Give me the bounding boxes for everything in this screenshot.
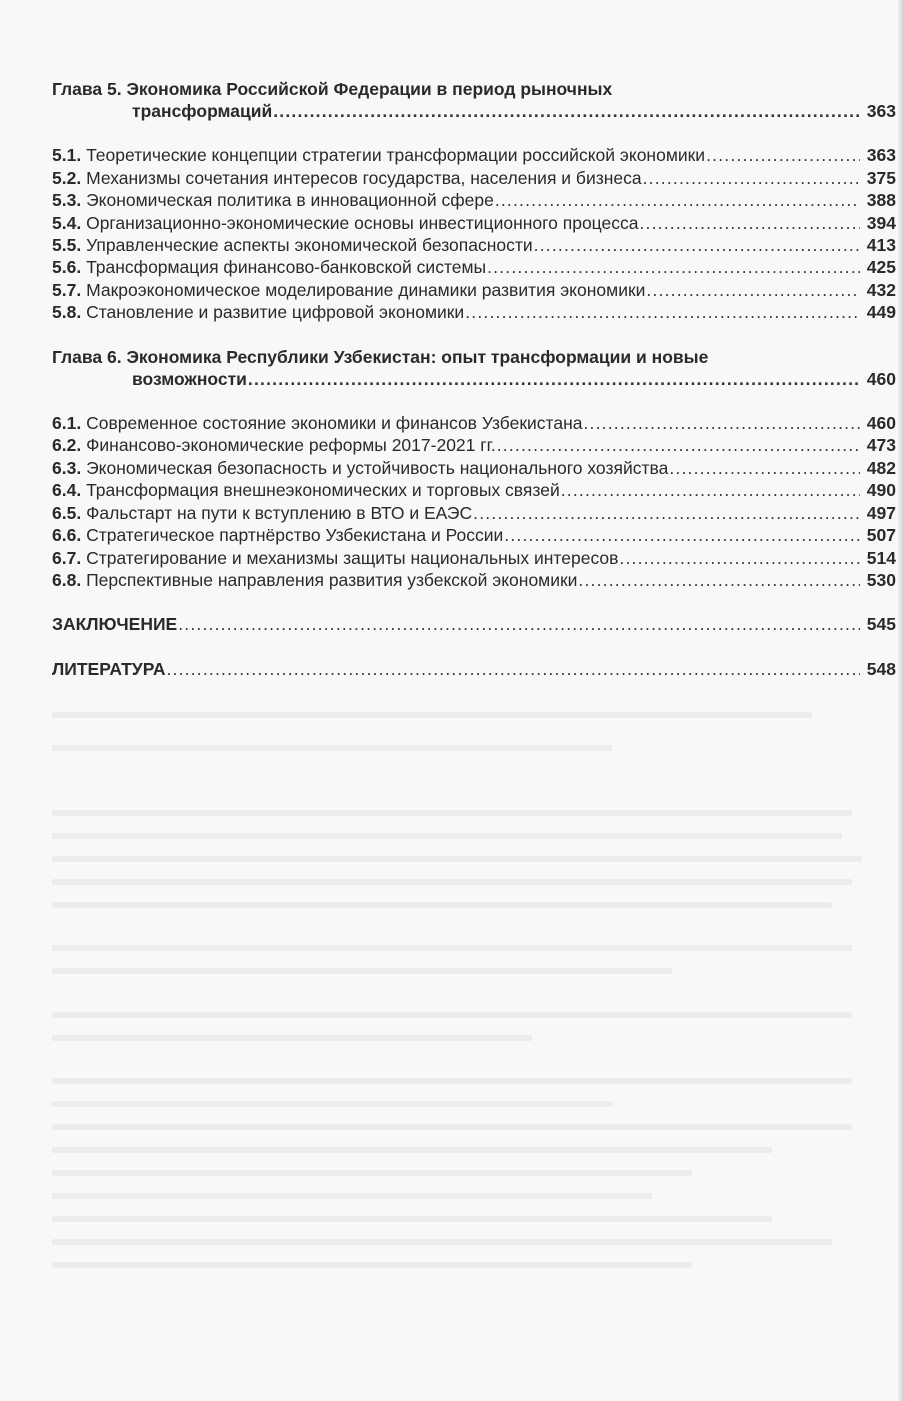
- section-title: Современное состояние экономики и финансов Узбекистана: [86, 413, 583, 434]
- section-title: Стратегирование и механизмы защиты национальных интересов: [86, 547, 619, 568]
- page-number: 497: [866, 502, 896, 523]
- leader-dots: [487, 256, 860, 278]
- page-number: 425: [866, 257, 896, 278]
- toc-item[interactable]: [52, 502, 896, 524]
- section-title: Механизмы сочетания интересов государства, населения и бизнеса: [86, 167, 642, 188]
- section-title: Становление и развитие цифровой экономики: [86, 302, 465, 323]
- leader-dots: [534, 234, 860, 256]
- section-number: 5.6.: [52, 257, 82, 278]
- section-title: Теоретические концепции стратегии трансформации российской экономики: [86, 145, 706, 166]
- chapter-title-cont: трансформаций: [132, 101, 273, 121]
- literature-title: ЛИТЕРАТУРА: [52, 658, 166, 679]
- leader-dots: [166, 658, 860, 680]
- section-number: 6.5.: [52, 502, 82, 523]
- toc-item-conclusion[interactable]: [52, 613, 896, 635]
- leader-dots: [643, 167, 860, 189]
- section-number: 5.4.: [52, 212, 82, 233]
- chapter-title-cont-row: [52, 368, 896, 390]
- section-number: 5.2.: [52, 167, 82, 188]
- page-number: 482: [866, 457, 896, 478]
- section-number: 6.7.: [52, 547, 82, 568]
- section-title: Организационно-экономические основы инвестиционного процесса: [86, 212, 639, 233]
- chapter-5-sections: [52, 144, 896, 323]
- page-number: 449: [866, 302, 896, 323]
- page-number: 545: [866, 614, 896, 635]
- chapter-title-cont-row: [52, 100, 896, 122]
- toc-item[interactable]: [52, 212, 896, 234]
- toc-item[interactable]: [52, 144, 896, 166]
- page-number: 548: [866, 658, 896, 679]
- page-number: 432: [866, 279, 896, 300]
- chapter-title-cont: возможности: [132, 368, 247, 389]
- section-title: Экономическая безопасность и устойчивость национального хозяйства: [86, 457, 669, 478]
- chapter-6-sections: [52, 412, 896, 591]
- chapter-title: Глава 5. Экономика Российской Федерации в период рыночных: [52, 79, 613, 99]
- section-number: 5.1.: [52, 145, 82, 166]
- section-number: 6.8.: [52, 569, 82, 590]
- leader-dots: [273, 100, 860, 122]
- toc-item-literature[interactable]: [52, 658, 896, 680]
- section-title: Трансформация внешнеэкономических и торговых связей: [86, 480, 560, 501]
- table-of-contents: [52, 78, 896, 680]
- section-title: Финансово-экономические реформы 2017-2021 гг.: [86, 435, 496, 456]
- leader-dots: [578, 569, 860, 591]
- page-number: 413: [866, 235, 896, 256]
- leader-dots: [465, 301, 860, 323]
- leader-dots: [584, 412, 861, 434]
- leader-dots: [669, 457, 860, 479]
- page-number: 375: [866, 167, 896, 188]
- toc-item[interactable]: [52, 256, 896, 278]
- leader-dots: [473, 502, 860, 524]
- toc-item[interactable]: [52, 547, 896, 569]
- section-number: 5.5.: [52, 235, 82, 256]
- page-number: 473: [866, 435, 896, 456]
- section-number: 5.8.: [52, 302, 82, 323]
- section-title: Трансформация финансово-банковской системы: [86, 257, 487, 278]
- conclusion-title: ЗАКЛЮЧЕНИЕ: [52, 614, 178, 635]
- section-number: 6.6.: [52, 525, 82, 546]
- toc-item[interactable]: [52, 167, 896, 189]
- section-title: Экономическая политика в инновационной сфере: [86, 190, 494, 211]
- toc-chapter-5[interactable]: [52, 78, 896, 122]
- leader-dots: [646, 279, 860, 301]
- section-title: Стратегическое партнёрство Узбекистана и России: [86, 525, 504, 546]
- section-title: Перспективные направления развития узбекской экономики: [86, 569, 578, 590]
- page-number: 490: [866, 480, 896, 501]
- toc-item[interactable]: [52, 279, 896, 301]
- toc-item[interactable]: [52, 479, 896, 501]
- page-number: 460: [866, 368, 896, 389]
- leader-dots: [639, 212, 860, 234]
- chapter-title: Глава 6. Экономика Республики Узбекистан: опыт трансформации и новые: [52, 346, 709, 367]
- page-number: 507: [866, 525, 896, 546]
- section-title: Макроэкономическое моделирование динамики развития экономики: [86, 279, 646, 300]
- leader-dots: [619, 547, 860, 569]
- toc-item[interactable]: [52, 569, 896, 591]
- section-title: Фальстарт на пути к вступлению в ВТО и ЕАЭС: [86, 502, 473, 523]
- toc-item[interactable]: [52, 457, 896, 479]
- leader-dots: [248, 368, 860, 390]
- section-number: 6.3.: [52, 457, 82, 478]
- toc-chapter-6[interactable]: [52, 346, 896, 390]
- page-number: 363: [866, 145, 896, 166]
- toc-item[interactable]: [52, 189, 896, 211]
- toc-item[interactable]: [52, 412, 896, 434]
- page-number: 394: [866, 212, 896, 233]
- section-number: 6.4.: [52, 480, 82, 501]
- leader-dots: [504, 524, 860, 546]
- leader-dots: [495, 189, 860, 211]
- toc-item[interactable]: [52, 234, 896, 256]
- leader-dots: [178, 613, 860, 635]
- page-number: 388: [866, 190, 896, 211]
- toc-item[interactable]: [52, 524, 896, 546]
- page-number: 530: [866, 569, 896, 590]
- page-number: 460: [866, 413, 896, 434]
- toc-item[interactable]: [52, 301, 896, 323]
- page-number: 514: [866, 547, 896, 568]
- section-number: 5.7.: [52, 279, 82, 300]
- leader-dots: [497, 434, 860, 456]
- section-number: 5.3.: [52, 190, 82, 211]
- leader-dots: [706, 144, 860, 166]
- page-number: 363: [866, 101, 896, 121]
- page-edge-shadow: [898, 0, 904, 1401]
- section-number: 6.2.: [52, 435, 82, 456]
- leader-dots: [561, 479, 860, 501]
- section-title: Управленческие аспекты экономической безопасности: [86, 235, 533, 256]
- section-number: 6.1.: [52, 413, 82, 434]
- toc-item[interactable]: [52, 434, 896, 456]
